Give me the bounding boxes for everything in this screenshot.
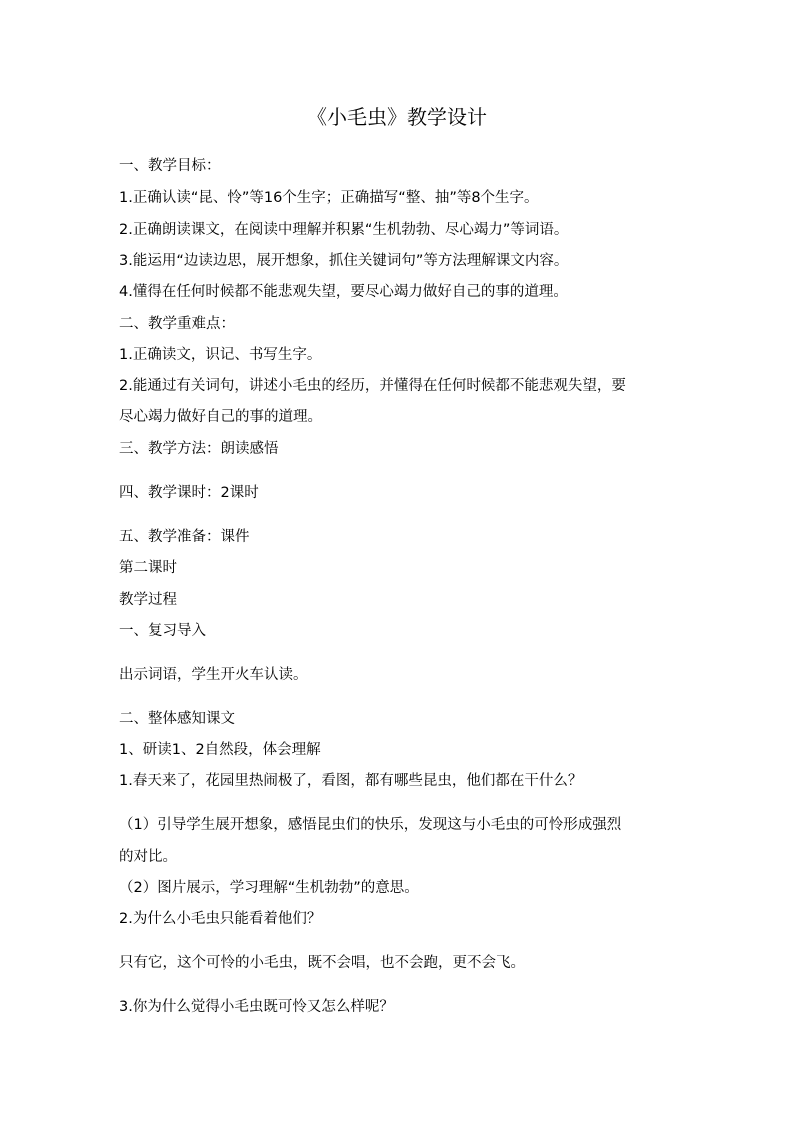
answer-2: 只有它，这个可怜的小毛虫，既不会唱，也不会跑，更不会飞。: [119, 955, 525, 971]
section-heading-key-points: 二、教学重难点：: [119, 316, 235, 332]
second-lesson-heading: 第二课时: [119, 560, 177, 576]
guide-2: （2）图片展示，学习理解“生机勃勃”的意思。: [119, 880, 419, 896]
review-activity: 出示词语，学生开火车认读。: [119, 667, 308, 683]
guide-1-line-2: 的对比。: [119, 849, 177, 865]
study-paragraphs-heading: 1、研读1、2自然段，体会理解: [119, 742, 321, 758]
key-point-1: 1.正确读文，识记、书写生字。: [119, 347, 322, 363]
objective-2: 2.正确朗读课文，在阅读中理解并积累“生机勃勃、尽心竭力”等词语。: [119, 222, 569, 238]
step-review-heading: 一、复习导入: [119, 623, 206, 639]
question-3: 3.你为什么觉得小毛虫既可怜又怎么样呢？: [119, 999, 394, 1015]
guide-1-line-1: （1）引导学生展开想象，感悟昆虫们的快乐，发现这与小毛虫的可怜形成强烈: [119, 817, 622, 833]
objective-4: 4.懂得在任何时候都不能悲观失望，要尽心竭力做好自己的事的道理。: [119, 284, 568, 300]
section-heading-methods: 三、教学方法：朗读感悟: [119, 441, 279, 457]
objective-3: 3.能运用“边读边思，展开想象，抓住关键词句”等方法理解课文内容。: [119, 253, 569, 269]
section-heading-objectives: 一、教学目标：: [119, 158, 221, 174]
document-title: 《小毛虫》教学设计: [307, 105, 487, 129]
key-point-2-line-2: 尽心竭力做好自己的事的道理。: [119, 409, 322, 425]
section-heading-lesson-count: 四、教学课时：2课时: [119, 485, 259, 501]
objective-1: 1.正确认读“昆、怜”等16个生字；正确描写“整、抽”等8个生字。: [119, 190, 539, 206]
question-2: 2.为什么小毛虫只能看着他们？: [119, 911, 322, 927]
step-overview-heading: 二、整体感知课文: [119, 711, 235, 727]
question-1: 1.春天来了，花园里热闹极了，看图，都有哪些昆虫，他们都在干什么？: [119, 773, 583, 789]
section-heading-preparation: 五、教学准备：课件: [119, 529, 250, 545]
teaching-process-heading: 教学过程: [119, 592, 177, 608]
key-point-2-line-1: 2.能通过有关词句，讲述小毛虫的经历，并懂得在任何时候都不能悲观失望，要: [119, 378, 626, 394]
